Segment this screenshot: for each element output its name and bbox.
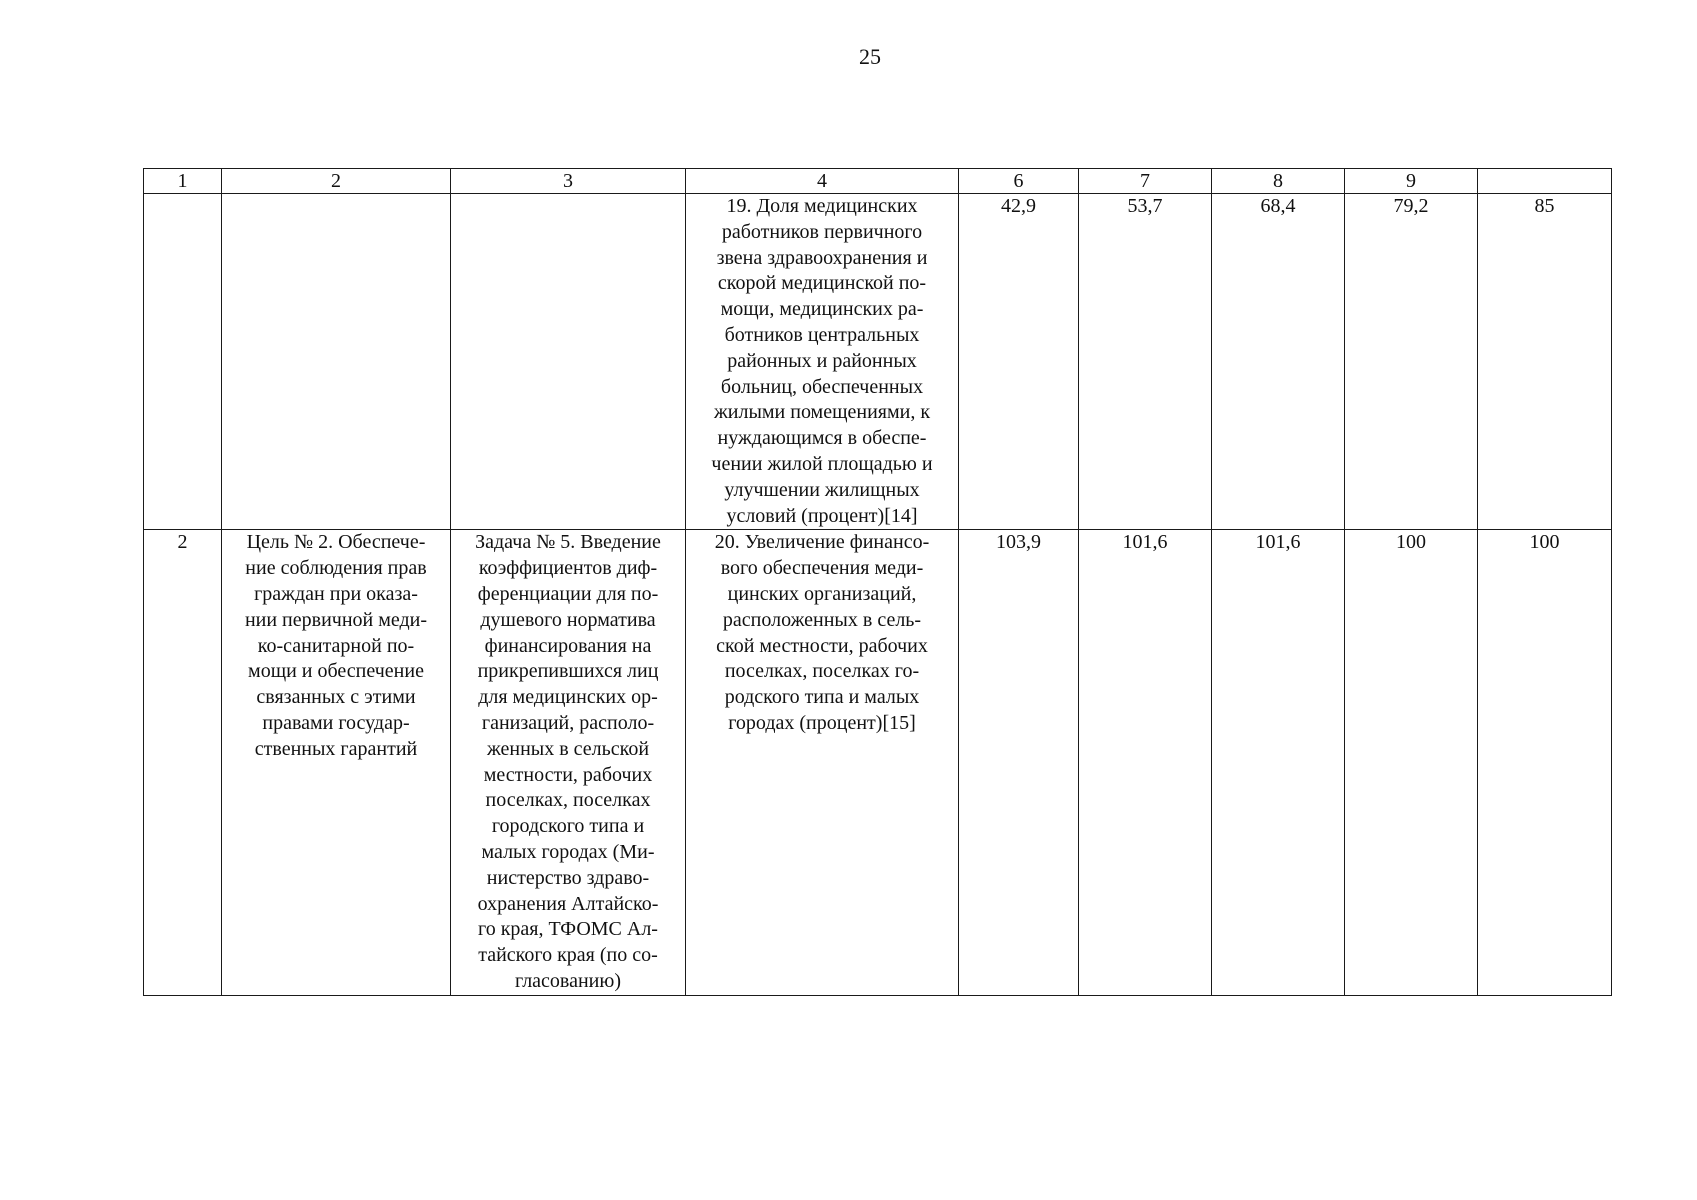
goal-cell xyxy=(222,194,451,530)
table-header-row xyxy=(144,169,1612,194)
value-cell: 100 xyxy=(1345,530,1478,995)
value-cell: 103,9 xyxy=(959,530,1079,995)
task-cell: Задача № 5. Введение коэффициентов диф- ференциации для по- душевого норматива финансирования на прикрепившихся лиц для медицинских ор- ганизаций, располо- женных в сельской местности, рабочих поселках, поселках городского типа и малых городах (Ми- нистерство здраво- охранения Алтайско- го края, ТФОМС Ал- тайского края (по со- гласованию) xyxy=(451,530,686,995)
value-cell: 79,2 xyxy=(1345,194,1478,530)
header-cell: 8 xyxy=(1212,169,1345,194)
page-number: 25 xyxy=(859,44,881,69)
row-number-cell xyxy=(144,194,222,530)
header-cell: 6 xyxy=(959,169,1079,194)
value-cell: 101,6 xyxy=(1079,530,1212,995)
task-cell xyxy=(451,194,686,530)
value-cell: 42,9 xyxy=(959,194,1079,530)
header-cell xyxy=(1478,169,1612,194)
value-cell: 68,4 xyxy=(1212,194,1345,530)
value-cell: 53,7 xyxy=(1079,194,1212,530)
indicators-table xyxy=(143,168,1612,996)
header-cell: 4 xyxy=(686,169,959,194)
goal-cell: Цель № 2. Обеспече- ние соблюдения прав граждан при оказа- нии первичной меди- ко-санитарной по- мощи и обеспечение связанных с этими правами государ- ственных гарантий xyxy=(222,530,451,995)
header-cell: 7 xyxy=(1079,169,1212,194)
indicator-cell: 20. Увеличение финансо- вого обеспечения меди- цинских организаций, расположенных в сель- ской местности, рабочих поселках, поселках го- родского типа и малых городах (процент)[15] xyxy=(686,530,959,995)
value-cell: 100 xyxy=(1478,530,1612,995)
indicator-cell: 19. Доля медицинских работников первичного звена здравоохранения и скорой медицинской по- мощи, медицинских ра- ботников центральных районных и районных больниц, обеспеченных жилыми помещениями, к нуждающимся в обеспе- чении жилой площадью и улучшении жилищных условий (процент)[14] xyxy=(686,194,959,530)
row-number-cell: 2 xyxy=(144,530,222,995)
table-row xyxy=(144,194,1612,530)
table-row xyxy=(144,530,1612,995)
header-cell: 9 xyxy=(1345,169,1478,194)
header-cell: 3 xyxy=(451,169,686,194)
header-cell: 1 xyxy=(144,169,222,194)
value-cell: 85 xyxy=(1478,194,1612,530)
value-cell: 101,6 xyxy=(1212,530,1345,995)
header-cell: 2 xyxy=(222,169,451,194)
